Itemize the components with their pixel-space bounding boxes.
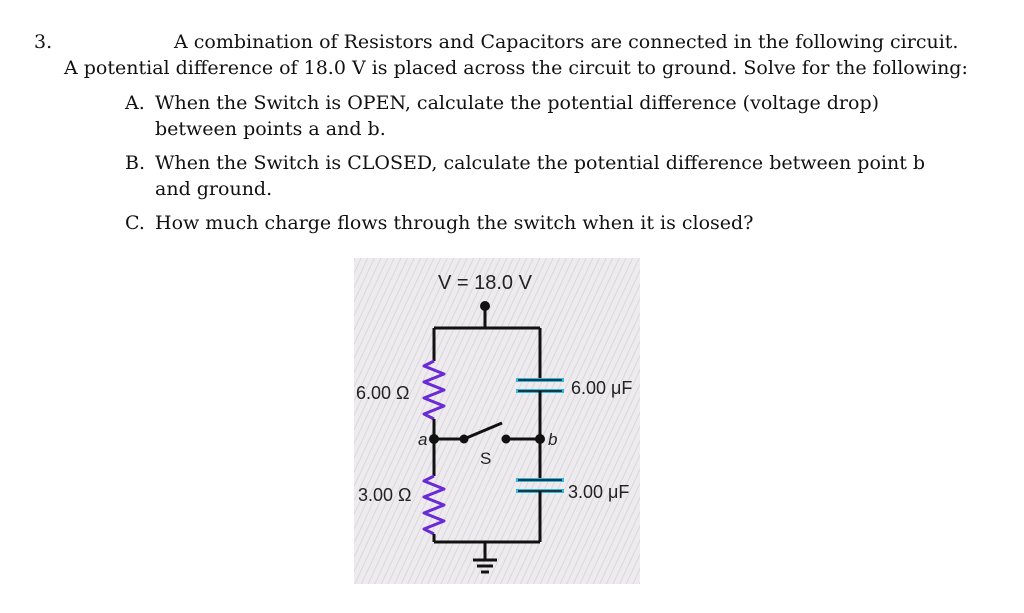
point-a-label: a	[418, 430, 428, 449]
circuit-background	[354, 258, 640, 584]
point-b-dot	[535, 434, 545, 444]
question-a-text: When the Switch is OPEN, calculate the potential difference (voltage drop) between points a and b.	[155, 92, 880, 140]
capacitor-3uf-label: 3.00 μF	[568, 482, 630, 502]
circuit-diagram	[354, 258, 640, 584]
question-c-text: How much charge flows through the switch when it is closed?	[155, 212, 754, 234]
question-b-letter: B.	[125, 152, 146, 174]
problem-number: 3.	[34, 31, 53, 53]
capacitor-6uf-label: 6.00 μF	[571, 378, 633, 398]
question-c-letter: C.	[125, 212, 145, 234]
resistor-6ohm-label: 6.00 Ω	[356, 383, 410, 403]
point-b-label: b	[548, 430, 558, 449]
resistor-3ohm-label: 3.00 Ω	[358, 485, 412, 505]
point-a-dot	[429, 434, 439, 444]
switch-label: S	[480, 449, 492, 468]
question-b-text: When the Switch is CLOSED, calculate the potential difference between point b and ground.	[155, 152, 926, 200]
question-a-letter: A.	[125, 92, 145, 114]
intro-line-2: A potential difference of 18.0 V is placed across the circuit to ground. Solve for the following:	[64, 57, 968, 79]
intro-line-1: A combination of Resistors and Capacitors are connected in the following circuit.	[174, 31, 959, 53]
voltage-label: V = 18.0 V	[438, 272, 532, 294]
